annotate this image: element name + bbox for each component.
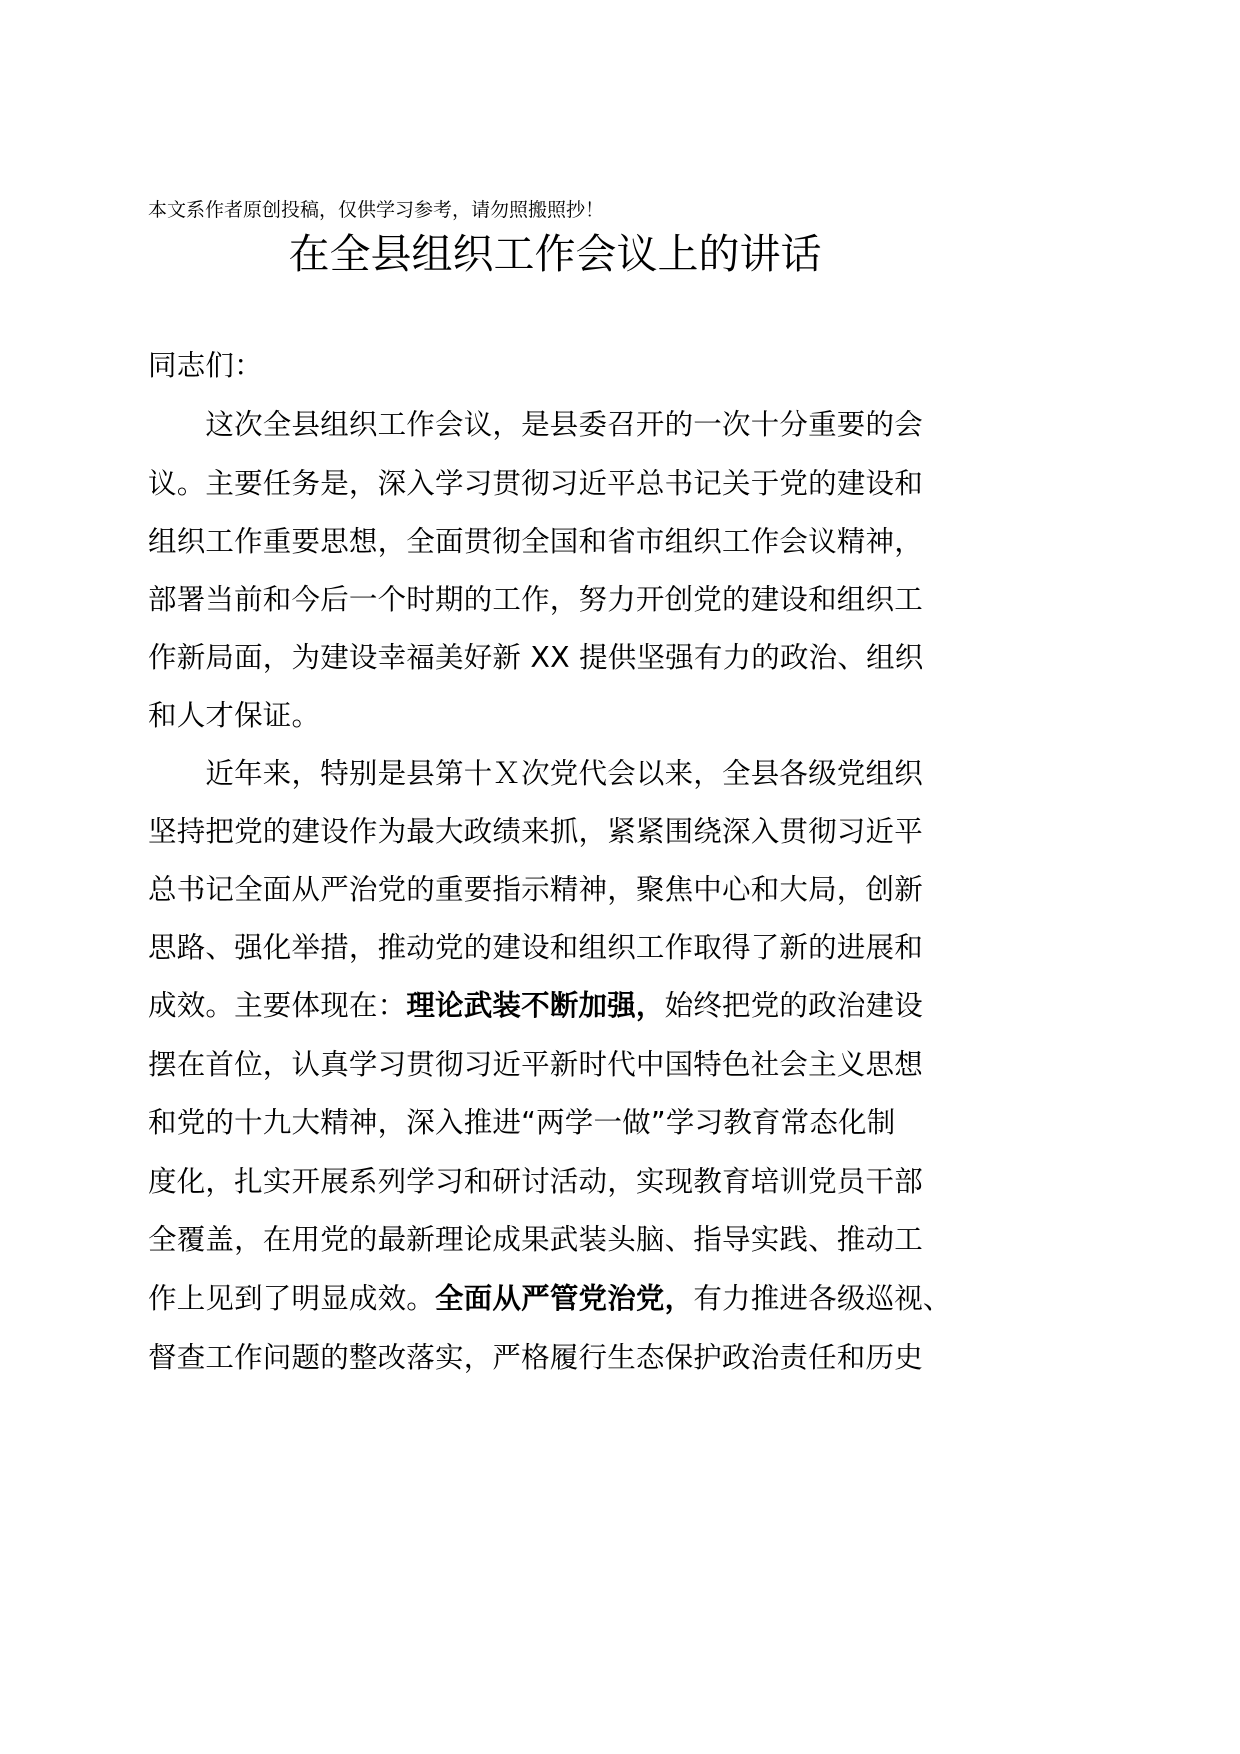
body-line (148, 812, 923, 852)
body-line (148, 696, 320, 736)
text-segment: 度化，扎实开展系列学习和研讨活动，实现教育培训党员干部 (148, 1165, 923, 1198)
text-segment: 始终把党的政治建设 (664, 989, 923, 1022)
body-line (148, 1279, 952, 1319)
copyright-notice: 本文系作者原创投稿，仅供学习参考，请勿照搬照抄！ (148, 199, 605, 221)
salutation-line (148, 346, 263, 386)
text-segment: 有力推进各级巡视、 (693, 1282, 952, 1315)
body-line (148, 986, 923, 1026)
text-segment: 坚持把党的建设作为最大政绩来抓，紧紧围绕深入贯彻习近平 (148, 815, 923, 848)
text-segment: 部署当前和今后一个时期的工作，努力开创党的建设和组织工 (148, 583, 923, 616)
text-segment: 摆在首位，认真学习贯彻习近平新时代中国特色社会主义思想 (148, 1048, 923, 1081)
text-segment: 思路、强化举措，推动党的建设和组织工作取得了新的进展和 (148, 931, 923, 964)
text-segment: 组织工作重要思想，全面贯彻全国和省市组织工作会议精神， (148, 525, 923, 558)
body-line (148, 1103, 895, 1143)
text-segment: 成效。主要体现在： (148, 989, 407, 1022)
body-line (148, 870, 923, 910)
body-line (148, 464, 923, 504)
body-line (148, 1338, 923, 1378)
text-segment: 和党的十九大精神，深入推进“两学一做”学习教育常态化制 (148, 1106, 896, 1139)
body-line (148, 1045, 923, 1085)
text-segment: 近年来，特别是县第十Ｘ次党代会以来，全县各级党组织 (148, 757, 923, 790)
body-line (148, 1220, 923, 1260)
text-segment: 同志们： (148, 349, 263, 382)
text-segment: 和人才保证。 (148, 699, 321, 732)
body-line (148, 1162, 923, 1202)
text-segment: 这次全县组织工作会议，是县委召开的一次十分重要的会 (148, 408, 923, 441)
body-line (148, 580, 923, 620)
body-line (148, 522, 923, 562)
document-title: 在全县组织工作会议上的讲话 (288, 230, 822, 278)
body-line (148, 405, 923, 445)
text-segment: 议。主要任务是，深入学习贯彻习近平总书记关于党的建设和 (148, 467, 923, 500)
body-line (148, 638, 923, 678)
bold-heading-segment: 理论武装不断加强， (406, 989, 665, 1022)
body-line (148, 928, 923, 968)
text-segment: 全覆盖，在用党的最新理论成果武装头脑、指导实践、推动工 (148, 1223, 923, 1256)
body-line (148, 754, 923, 794)
text-segment: 作新局面，为建设幸福美好新 XX 提供坚强有力的政治、组织 (148, 641, 924, 674)
text-segment: 总书记全面从严治党的重要指示精神，聚焦中心和大局，创新 (148, 873, 923, 906)
text-segment: 督查工作问题的整改落实，严格履行生态保护政治责任和历史 (148, 1341, 923, 1374)
bold-heading-segment: 全面从严管党治党， (435, 1282, 694, 1315)
text-segment: 作上见到了明显成效。 (148, 1282, 436, 1315)
